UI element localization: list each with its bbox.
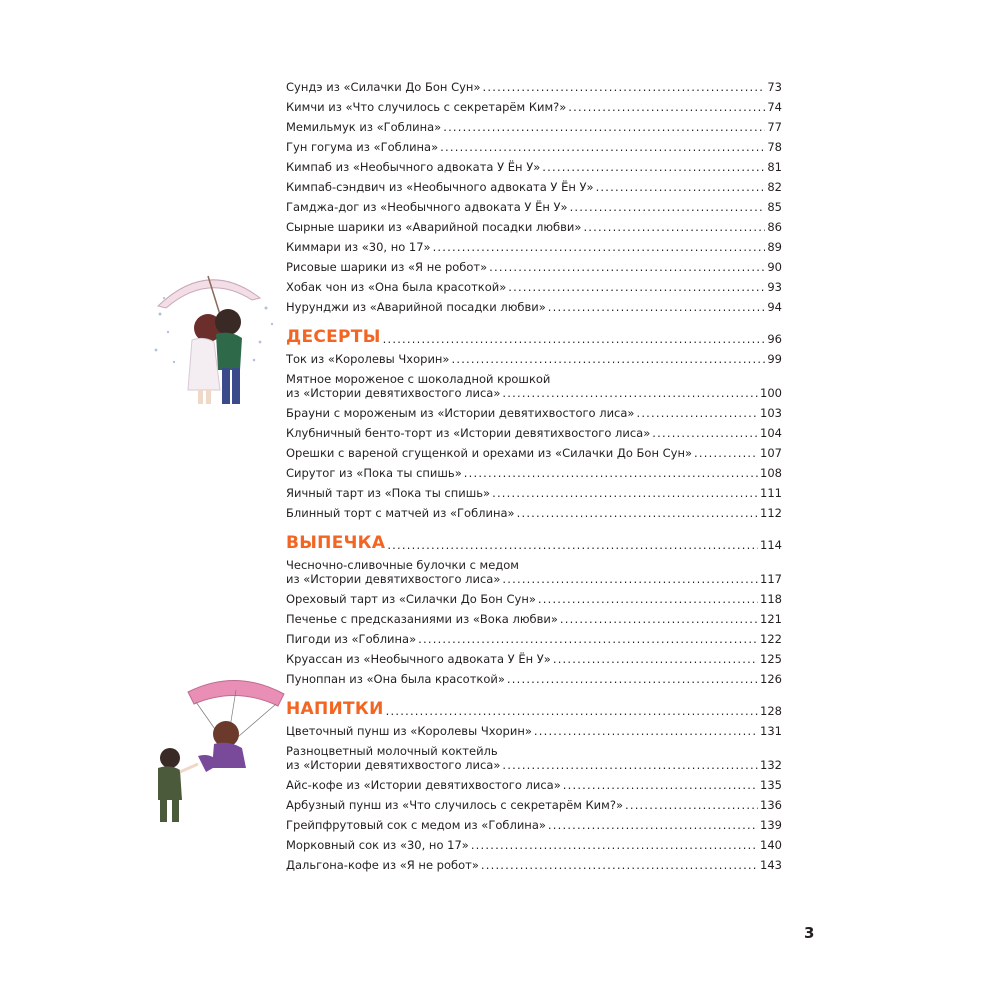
toc-entry	[286, 632, 782, 646]
dot-leader	[517, 506, 758, 520]
toc-entry-title: Ток из «Королевы Чхорин»	[286, 352, 450, 366]
toc-entry-title: из «Истории девятихвостого лиса»	[286, 758, 501, 772]
toc-entry-title: Хобак чон из «Она была красоткой»	[286, 280, 507, 294]
toc-entry	[286, 778, 782, 792]
toc-entry	[286, 220, 782, 234]
toc-entry-page: 73	[767, 80, 782, 94]
toc-entry-title: Гун гогума из «Гоблина»	[286, 140, 439, 154]
toc-entry-title: Яичный тарт из «Пока ты спишь»	[286, 486, 491, 500]
toc-entry-title: Сырные шарики из «Аварийной посадки любви»	[286, 220, 582, 234]
toc-entry	[286, 758, 782, 772]
section-page: 114	[760, 538, 782, 552]
toc-entry-title: Цветочный пунш из «Королевы Чхорин»	[286, 724, 532, 738]
toc-entry-page: 99	[767, 352, 782, 366]
toc-entry-title: Круассан из «Необычного адвоката У Ён У»	[286, 652, 551, 666]
toc-entry	[286, 120, 782, 134]
toc-entry	[286, 592, 782, 606]
section-page: 128	[760, 704, 782, 718]
dot-leader	[502, 572, 758, 586]
toc-entry-title: Айс-кофе из «Истории девятихвостого лиса»	[286, 778, 561, 792]
toc-entry	[286, 100, 782, 114]
toc-entry-title: Орешки с вареной сгущенкой и орехами из «Силачки До Бон Сун»	[286, 446, 693, 460]
toc-entry-page: 122	[760, 632, 782, 646]
toc-entry-title: Пуноппан из «Она была красоткой»	[286, 672, 505, 686]
dot-leader	[534, 724, 758, 738]
toc-entry-title: Морковный сок из «30, но 17»	[286, 838, 469, 852]
toc-entry-title: Киммари из «30, но 17»	[286, 240, 431, 254]
dot-leader	[507, 672, 758, 686]
toc-entry-page: 112	[760, 506, 782, 520]
toc-entry	[286, 858, 782, 872]
dot-leader	[508, 280, 765, 294]
toc-entry-page: 107	[760, 446, 782, 460]
toc-entry-page: 82	[767, 180, 782, 194]
toc-entry-page: 94	[767, 300, 782, 314]
dot-leader	[418, 632, 758, 646]
toc-entry-line: Мятное мороженое с шоколадной крошкой	[286, 372, 551, 386]
toc-entry	[286, 652, 782, 666]
dot-leader	[502, 386, 758, 400]
toc-entry-page: 117	[760, 572, 782, 586]
toc-entry	[286, 200, 782, 214]
dot-leader	[483, 80, 766, 94]
dot-leader	[387, 538, 758, 552]
toc-entry-title: Рисовые шарики из «Я не робот»	[286, 260, 488, 274]
toc-entry	[286, 260, 782, 274]
dot-leader	[548, 818, 758, 832]
toc-entry-page: 140	[760, 838, 782, 852]
toc-entry-title: Клубничный бенто-торт из «Истории девятихвостого лиса»	[286, 426, 651, 440]
toc-entry-page: 118	[760, 592, 782, 606]
toc-entry	[286, 300, 782, 314]
toc-entry-title: Гамджа-дог из «Необычного адвоката У Ён У»	[286, 200, 568, 214]
toc-entry-title: Арбузный пунш из «Что случилось с секретарём Ким?»	[286, 798, 623, 812]
toc-entry-page: 93	[767, 280, 782, 294]
toc-entry-title: Сундэ из «Силачки До Бон Сун»	[286, 80, 481, 94]
toc-entry-title: Блинный торт с матчей из «Гоблина»	[286, 506, 515, 520]
section-drinks	[286, 698, 782, 718]
toc-entry-page: 126	[760, 672, 782, 686]
toc-entry-page: 77	[767, 120, 782, 134]
table-of-contents	[286, 80, 782, 878]
toc-entry-title: Сирутог из «Пока ты спишь»	[286, 466, 462, 480]
dot-leader	[481, 858, 758, 872]
dot-leader	[652, 426, 758, 440]
section-heading: ВЫПЕЧКА	[286, 533, 386, 553]
dot-leader	[433, 240, 766, 254]
toc-entry-page: 108	[760, 466, 782, 480]
toc-entry-title: Ореховый тарт из «Силачки До Бон Сун»	[286, 592, 536, 606]
toc-entry-page: 100	[760, 386, 782, 400]
toc-entry-page: 78	[767, 140, 782, 154]
toc-entry-page: 103	[760, 406, 782, 420]
toc-entry-title: Кимчи из «Что случилось с секретарём Ким?»	[286, 100, 567, 114]
toc-entry	[286, 280, 782, 294]
dot-leader	[440, 140, 765, 154]
toc-entry-page: 86	[767, 220, 782, 234]
toc-entry-line: Разноцветный молочный коктейль	[286, 744, 498, 758]
dot-leader	[464, 466, 758, 480]
toc-entry	[286, 352, 782, 366]
toc-entry	[286, 466, 782, 480]
toc-entry	[286, 818, 782, 832]
dot-leader	[492, 486, 758, 500]
toc-entry-page: 90	[767, 260, 782, 274]
toc-entry	[286, 160, 782, 174]
toc-entry	[286, 506, 782, 520]
toc-entry	[286, 798, 782, 812]
toc-entry	[286, 612, 782, 626]
toc-entry	[286, 672, 782, 686]
toc-entry-title: из «Истории девятихвостого лиса»	[286, 386, 501, 400]
dot-leader	[560, 612, 758, 626]
toc-entry	[286, 486, 782, 500]
toc-entry-title: Нурунджи из «Аварийной посадки любви»	[286, 300, 546, 314]
dot-leader	[443, 120, 765, 134]
toc-entry-title: Пигоди из «Гоблина»	[286, 632, 417, 646]
dot-leader	[451, 352, 765, 366]
dot-leader	[570, 200, 766, 214]
toc-entry-title: Брауни с мороженым из «Истории девятихвостого лиса»	[286, 406, 635, 420]
toc-entry-title: из «Истории девятихвостого лиса»	[286, 572, 501, 586]
toc-entry-page: 136	[760, 798, 782, 812]
toc-entry-title: Печенье с предсказаниями из «Вока любви»	[286, 612, 558, 626]
dot-leader	[538, 592, 758, 606]
dot-leader	[386, 704, 758, 718]
section-baking	[286, 532, 782, 552]
dot-leader	[596, 180, 766, 194]
toc-entry-page: 111	[760, 486, 782, 500]
toc-entry-title: Дальгона-кофе из «Я не робот»	[286, 858, 479, 872]
toc-entry	[286, 80, 782, 94]
toc-entry-page: 143	[760, 858, 782, 872]
toc-entry	[286, 240, 782, 254]
toc-entry-page: 85	[767, 200, 782, 214]
dot-leader	[568, 100, 765, 114]
toc-entry	[286, 406, 782, 420]
dot-leader	[548, 300, 766, 314]
toc-entry-title: Грейпфрутовый сок с медом из «Гоблина»	[286, 818, 546, 832]
page-number: 3	[804, 924, 815, 942]
toc-entry	[286, 386, 782, 400]
toc-entry	[286, 426, 782, 440]
dot-leader	[489, 260, 765, 274]
dot-leader	[471, 838, 758, 852]
toc-entry-page: 135	[760, 778, 782, 792]
paraglider-illustration	[136, 672, 288, 832]
toc-entry	[286, 180, 782, 194]
dot-leader	[502, 758, 758, 772]
toc-entry-page: 89	[767, 240, 782, 254]
toc-entry	[286, 446, 782, 460]
dot-leader	[542, 160, 765, 174]
dot-leader	[553, 652, 758, 666]
toc-entry-title: Мемильмук из «Гоблина»	[286, 120, 442, 134]
toc-entry-page: 121	[760, 612, 782, 626]
dot-leader	[383, 332, 766, 346]
toc-entry-page: 81	[767, 160, 782, 174]
toc-entry-page: 125	[760, 652, 782, 666]
section-heading: ДЕСЕРТЫ	[286, 327, 381, 347]
toc-entry	[286, 140, 782, 154]
dot-leader	[625, 798, 758, 812]
section-desserts	[286, 326, 782, 346]
toc-entry	[286, 724, 782, 738]
section-page: 96	[767, 332, 782, 346]
toc-entry-page: 131	[760, 724, 782, 738]
dot-leader	[563, 778, 758, 792]
toc-entry-page: 74	[767, 100, 782, 114]
toc-entry	[286, 572, 782, 586]
toc-entry-title: Кимпаб из «Необычного адвоката У Ён У»	[286, 160, 541, 174]
toc-entry-page: 132	[760, 758, 782, 772]
dot-leader	[583, 220, 765, 234]
toc-entry	[286, 838, 782, 852]
toc-entry-line: Чесночно-сливочные булочки с медом	[286, 558, 519, 572]
toc-entry-page: 139	[760, 818, 782, 832]
dot-leader	[636, 406, 758, 420]
toc-entry-page: 104	[760, 426, 782, 440]
couple-umbrella-illustration	[148, 262, 278, 414]
section-heading: НАПИТКИ	[286, 699, 384, 719]
toc-entry-title: Кимпаб-сэндвич из «Необычного адвоката У Ён У»	[286, 180, 594, 194]
dot-leader	[694, 446, 758, 460]
